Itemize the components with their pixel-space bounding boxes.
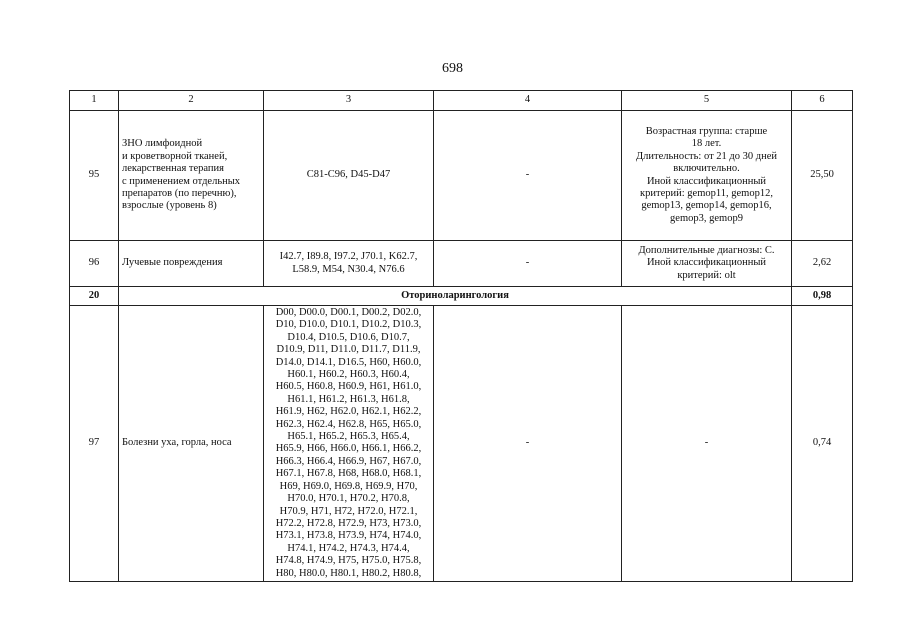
table-row <box>70 241 853 287</box>
section-number: 20 <box>70 287 119 306</box>
page-number: 698 <box>442 61 463 76</box>
row-number: 97 <box>70 306 119 582</box>
table-header-row <box>70 91 853 111</box>
diagnosis-codes: I42.7, I89.8, I97.2, J70.1, K62.7, L58.9, M54, N30.4, N76.6 <box>264 241 434 287</box>
criteria: Дополнительные диагнозы: C. Иной классификационный критерий: olt <box>622 241 792 287</box>
procedure-codes: - <box>434 241 622 287</box>
section-row <box>70 287 853 306</box>
procedure-codes: - <box>434 306 622 582</box>
header-cell: 6 <box>792 91 853 111</box>
header-cell: 5 <box>622 91 792 111</box>
table-row <box>70 306 853 582</box>
procedure-codes: - <box>434 111 622 241</box>
header-cell: 2 <box>119 91 264 111</box>
coefficient: 25,50 <box>792 111 853 241</box>
table-row <box>70 111 853 241</box>
coefficient: 2,62 <box>792 241 853 287</box>
header-cell: 3 <box>264 91 434 111</box>
diagnosis-codes: D00, D00.0, D00.1, D00.2, D02.0, D10, D10.0, D10.1, D10.2, D10.3, D10.4, D10.5, D10.6, D10.7, D10.9, D11, D11.0, D11.7, D11.9, D14.0, D14.1, D16.5, H60, H60.0, H60.1, H60.2, H60.3, H60.4, H60.5, H60.8, H60.9, H61, H61.0, H61.1, H61.2, H61.3, H61.8, H61.9, H62, H62.0, H62.1, H62.2, H62.3, H62.4, H62.8, H65, H65.0, H65.1, H65.2, H65.3, H65.4, H65.9, H66, H66.0, H66.1, H66.2, H66.3, H66.4, H66.9, H67, H67.0, H67.1, H67.8, H68, H68.0, H68.1, H69, H69.0, H69.8, H69.9, H70, H70.0, H70.1, H70.2, H70.8, H70.9, H71, H72, H72.0, H72.1, H72.2, H72.8, H72.9, H73, H73.0, H73.1, H73.8, H73.9, H74, H74.0, H74.1, H74.2, H74.3, H74.4, H74.8, H74.9, H75, H75.0, H75.8, H80, H80.0, H80.1, H80.2, H80.8, <box>264 306 434 582</box>
criteria: Возрастная группа: старше 18 лет. Длительность: от 21 до 30 дней включительно. Иной классификационный критерий: gemop11, gemop12, gemop13, gemop14, gemop16, gemop3, gemop9 <box>622 111 792 241</box>
header-cell: 1 <box>70 91 119 111</box>
group-name: ЗНО лимфоидной и кроветворной тканей, лекарственная терапия с применением отдельных препаратов (по перечню), взрослые (уровень 8) <box>119 111 264 241</box>
coefficient: 0,74 <box>792 306 853 582</box>
criteria: - <box>622 306 792 582</box>
group-name: Лучевые повреждения <box>119 241 264 287</box>
section-coefficient: 0,98 <box>792 287 853 306</box>
row-number: 95 <box>70 111 119 241</box>
tariff-table <box>69 90 853 582</box>
row-number: 96 <box>70 241 119 287</box>
section-title: Оториноларингология <box>119 287 792 306</box>
header-cell: 4 <box>434 91 622 111</box>
diagnosis-codes: C81-C96, D45-D47 <box>264 111 434 241</box>
group-name: Болезни уха, горла, носа <box>119 306 264 582</box>
